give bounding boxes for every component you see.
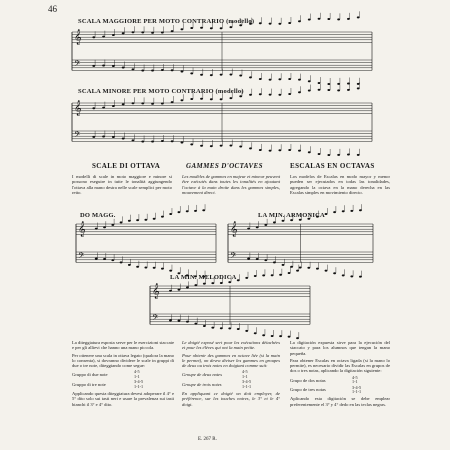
minor-system-lower-note [161, 140, 164, 142]
major-system-lower-note [210, 74, 213, 76]
spanish-g3-fingering: 3-4-5 1-1-1 [352, 384, 362, 394]
la-min-melodica-system-treble-clef-icon: 𝄞 [152, 284, 160, 299]
la-min-melodica-system-upper-note [186, 286, 189, 288]
la-min-armonica-system-lower-note [282, 264, 285, 266]
minor-system-upper-note [210, 98, 213, 100]
minor-system-lower-note [278, 149, 281, 151]
major-system-upper-note [327, 18, 330, 20]
la-min-melodica-system-lower-note [245, 330, 248, 332]
do-magg-system-lower-note [153, 267, 156, 269]
minor-system-upper-note [229, 97, 232, 99]
la-min-melodica-system-upper-note [279, 274, 282, 276]
heading-spanish: ESCALAS EN OCTAVAS [290, 162, 375, 170]
major-system-upper-note [220, 27, 223, 29]
label-la-min-armonica: LA MIN. ARMONICA [258, 212, 325, 219]
heading-italian: SCALE DI OTTAVA [92, 162, 161, 170]
la-min-melodica-system-lower-note [169, 319, 172, 321]
la-min-armonica-system-lower-note [350, 275, 353, 277]
minor-system-lower-note [220, 145, 223, 147]
italian-g2-label: Gruppo di due note [72, 372, 108, 378]
italian-g2-fingering: 4-5 1-1 [134, 369, 140, 379]
minor-system-upper-note [112, 105, 115, 107]
la-min-melodica-system-lower-note [211, 327, 214, 329]
la-min-armonica-system-lower-note [264, 259, 267, 261]
la-min-melodica-system-lower-note [178, 320, 181, 322]
major-system-lower-note [288, 78, 291, 80]
minor-system-lower-note [210, 145, 213, 147]
do-magg-system-upper-note [103, 226, 106, 228]
minor-system-lower-note [102, 136, 105, 138]
minor-system-upper-note [220, 98, 223, 100]
major-system-lower-note [122, 67, 125, 69]
minor-system-upper-note [347, 89, 350, 91]
plate-number: E. 267 R. [198, 437, 217, 442]
do-magg-system-lower-note [120, 261, 123, 263]
minor-system-upper-note [141, 102, 144, 104]
la-min-melodica-system-upper-note [194, 284, 197, 286]
minor-system-upper-note [190, 98, 193, 100]
do-magg-system-upper-note [169, 213, 172, 215]
spanish-p3: Aplicando esta digitación se debe emplear preferentemente el 3° y 4° dedo en las teclas negras. [290, 396, 390, 407]
intro-french: Les modèles de gammes en majeur et mineur peuvent être exécutés dans toutes les tonalités en ajoutant l'octave à la main droite dans les gammes simples, mouvement direct. [182, 174, 280, 195]
italian-group-three [72, 380, 174, 389]
minor-system-lower-note [112, 136, 115, 138]
italian-g3-label: Gruppo di tre note [72, 382, 106, 388]
la-min-melodica-system-lower-note [203, 325, 206, 327]
major-system-upper-note [357, 16, 360, 18]
minor-system-upper-note [151, 103, 154, 105]
major-system-lower-note [171, 69, 174, 71]
major-system-upper-note [278, 23, 281, 25]
major-system-lower-note [259, 78, 262, 80]
major-system-upper-note [337, 18, 340, 20]
italian-p2: Per ottenere una scala in ottava legato (qualora la mano lo consenta), si dovranno dividere le scale in gruppi di due o tre note, diteggiando come segue: [72, 352, 174, 369]
minor-system-lower-note [122, 138, 125, 140]
french-p2: Pour obtenir des gammes en octave liée (si la main le permet), on devra diviser les gammes en groupes de deux ou trois notes en doigtant comme suit: [182, 352, 280, 369]
spanish-g2-fingering: 4-5 1-1 [352, 374, 358, 385]
major-system-lower-note [181, 70, 184, 72]
major-system-lower-note [190, 72, 193, 74]
la-min-armonica-system-upper-note [325, 213, 328, 215]
minor-system-upper-note [278, 94, 281, 96]
french-p3: En appliquant ce doigté on doit employer, de préférence, sur les touches noires, le 3° et le 4° doigt. [182, 391, 280, 407]
do-magg-system-upper-note [153, 218, 156, 220]
la-min-armonica-system-lower-note [333, 272, 336, 274]
do-magg-system-upper-note [95, 228, 98, 230]
do-magg-system-treble-clef-icon: 𝄞 [78, 222, 86, 237]
major-system-lower-note [92, 65, 95, 67]
minor-system-lower-note [249, 147, 252, 149]
intro-italian: I modelli di scale in moto maggiore e minore si possono eseguire in tutte le tonalità aggiungendo l'ottava alla mano destra nelle scale semplici per moto retto. [72, 174, 172, 195]
minor-system-lower-note [92, 136, 95, 138]
major-system-lower-note [132, 68, 135, 70]
minor-system-upper-note [337, 89, 340, 91]
do-magg-system-upper-note [136, 219, 139, 221]
major-system-upper-note [132, 31, 135, 33]
la-min-armonica-system-upper-note [282, 220, 285, 222]
major-system-lower-note [327, 83, 330, 85]
la-min-melodica-system-upper-note [245, 277, 248, 279]
minor-system-upper-note [288, 93, 291, 95]
la-min-armonica-system-upper-note [247, 228, 250, 230]
do-magg-system-upper-note [194, 210, 197, 212]
spanish-p2: Para obtener Escalas en octava ligada (si la mano lo permite), es necesario dividir las Escalas en grupos de dos o tres notas, aplicando la digitación siguiente: [290, 357, 390, 374]
major-system-lower-note [357, 83, 360, 85]
minor-system-lower-note [239, 146, 242, 148]
la-min-armonica-system-upper-note [333, 211, 336, 213]
do-magg-system-lower-note [169, 270, 172, 272]
la-min-melodica-system-lower-note [194, 323, 197, 325]
major-system-lower-note [112, 65, 115, 67]
la-min-melodica-system-upper-note [288, 272, 291, 274]
la-min-melodica-system-lower-note [271, 335, 274, 337]
la-min-armonica-system-upper-note [273, 221, 276, 223]
minor-system-lower-note [200, 145, 203, 147]
minor-system-lower-note [141, 140, 144, 142]
minor-system-upper-note [132, 102, 135, 104]
la-min-armonica-system-upper-note [299, 219, 302, 221]
do-magg-system-lower-note [95, 258, 98, 260]
la-min-armonica-system-lower-note [307, 267, 310, 269]
major-system-lower-note [337, 83, 340, 85]
minor-system-lower-note [229, 145, 232, 147]
italian-g3-fingering: 3-4-5 1-1-1 [134, 379, 144, 389]
major-system-upper-note [141, 31, 144, 33]
intro-spanish: Los modelos de Escalas en modo mayor y menor pueden ser ejecutados en todas las tonalidades, agregando la octava en la mano derecha en las Escalas simples en movimiento directo. [290, 174, 390, 195]
la-min-armonica-system-lower-note [247, 258, 250, 260]
major-system-upper-note [181, 28, 184, 30]
minor-system-upper-note [239, 95, 242, 97]
major-system-lower-note [102, 65, 105, 67]
do-magg-system-upper-note [120, 221, 123, 223]
major-system-lower-note [308, 80, 311, 82]
minor-system-upper-note [122, 103, 125, 105]
do-magg-system-upper-note [161, 216, 164, 218]
minor-system-lower-note [171, 140, 174, 142]
french-g3-fingering: 3-4-5 1-1-1 [242, 379, 252, 389]
minor-system-upper-note [259, 93, 262, 95]
major-system-lower-note [347, 82, 350, 84]
title-major-contrary: SCALA MAGGIORE PER MOTO CONTRARIO (modello) [78, 18, 255, 25]
major-system-upper-note [161, 31, 164, 33]
minor-system-lower-note [288, 149, 291, 151]
major-system-lower-note [141, 69, 144, 71]
la-min-armonica-system-upper-note [342, 210, 345, 212]
minor-system-lower-note [308, 151, 311, 153]
major-system-upper-note [298, 20, 301, 22]
french-g2-fingering: 4-5 1-1 [242, 369, 248, 379]
la-min-armonica-system-upper-note [256, 226, 259, 228]
major-system-upper-note [308, 19, 311, 21]
la-min-melodica-system-upper-note [211, 282, 214, 284]
la-min-melodica-system-upper-note [220, 282, 223, 284]
major-system-lower-note [161, 69, 164, 71]
minor-system-lower-note [347, 153, 350, 155]
major-system-upper-note [210, 27, 213, 29]
la-min-armonica-system-lower-note [316, 268, 319, 270]
la-min-melodica-system-lower-note [279, 335, 282, 337]
french-g3-label: Groupe de trois notes [182, 382, 222, 388]
minor-system-upper-note [318, 89, 321, 91]
la-min-armonica-system-upper-note [290, 219, 293, 221]
minor-system-upper-note [102, 107, 105, 109]
do-magg-system-upper-note [128, 220, 131, 222]
column-spanish [290, 340, 390, 407]
la-min-armonica-system-lower-note [256, 258, 259, 260]
major-system-upper-note [190, 27, 193, 29]
la-min-melodica-system-upper-note [203, 283, 206, 285]
major-system-lower-note [298, 79, 301, 81]
major-system-upper-note [288, 22, 291, 24]
major-system-upper-note [318, 18, 321, 20]
spanish-g2-label: Grupo de dos notas [290, 377, 326, 383]
column-italian [72, 340, 174, 407]
minor-system-treble-clef-icon: 𝄞 [74, 101, 82, 116]
french-group-three [182, 380, 280, 389]
major-system-upper-note [112, 34, 115, 36]
la-min-melodica-system-lower-note [296, 337, 299, 339]
la-min-melodica-system-lower-note [186, 321, 189, 323]
label-do-magg: DO MAGG. [80, 212, 116, 219]
minor-system-lower-note [318, 153, 321, 155]
la-min-armonica-system-lower-note [273, 261, 276, 263]
minor-system-upper-note [249, 94, 252, 96]
la-min-melodica-system-upper-note [271, 274, 274, 276]
major-system-upper-note [200, 27, 203, 29]
la-min-armonica-system-lower-note [325, 270, 328, 272]
la-min-armonica-system-lower-note [359, 276, 362, 278]
italian-p3: Applicando questa diteggiatura devesi adoperare il 4° e 5° dito solo sui tasti neri e usare la prevalenza sui tasti bianchi il 3° e 4° dito. [72, 391, 174, 407]
minor-system-lower-note [337, 154, 340, 156]
minor-system-lower-note [190, 143, 193, 145]
major-system-lower-note [200, 74, 203, 76]
do-magg-system-upper-note [202, 209, 205, 211]
major-system-lower-note [220, 74, 223, 76]
major-system-upper-note [92, 36, 95, 38]
minor-system-upper-note [171, 101, 174, 103]
la-min-melodica-system-lower-note [254, 332, 257, 334]
major-system-lower-note [151, 69, 154, 71]
minor-system-upper-note [357, 87, 360, 89]
french-p1: Le doigté exposé sert pour les exécutions détachées et pour les élèves qui ont la main petite. [182, 340, 280, 351]
do-magg-system-upper-note [186, 210, 189, 212]
la-min-melodica-system-upper-note [296, 270, 299, 272]
la-min-armonica-system-lower-note [299, 266, 302, 268]
major-system-upper-note [347, 18, 350, 20]
major-system-lower-note [318, 82, 321, 84]
minor-system-upper-note [269, 94, 272, 96]
minor-system-upper-note [298, 91, 301, 93]
major-system-upper-note [229, 26, 232, 28]
do-magg-system-lower-note [161, 268, 164, 270]
la-min-melodica-system-upper-note [178, 289, 181, 291]
la-min-melodica-system-bass-clef-icon: 𝄢 [152, 314, 159, 325]
la-min-melodica-system-lower-note [228, 327, 231, 329]
do-magg-system-lower-note [128, 264, 131, 266]
major-system-upper-note [171, 30, 174, 32]
minor-system-lower-note [298, 150, 301, 152]
minor-system-upper-note [181, 99, 184, 101]
la-min-melodica-system-lower-note [220, 327, 223, 329]
do-magg-system-upper-note [111, 224, 114, 226]
italian-p1: La diteggiatura esposta serve per le esercizioni staccate e per gli allievi che hanno una mano piccola. [72, 340, 174, 351]
major-system-upper-note [122, 32, 125, 34]
la-min-armonica-system-upper-note [264, 224, 267, 226]
la-min-armonica-system-treble-clef-icon: 𝄞 [230, 222, 238, 237]
spanish-p1: La digitación expuesta sirve para la ejecución del staccato y para los alumnos que tengan la mano pequeña. [290, 340, 390, 356]
do-magg-system-upper-note [144, 219, 147, 221]
minor-system-upper-note [308, 90, 311, 92]
title-minor-contrary: SCALA MINORE PER MOTO CONTRARIO (modello) [78, 88, 244, 95]
major-system-lower-note [249, 76, 252, 78]
spanish-group-two [290, 376, 390, 385]
do-magg-system-bass-clef-icon: 𝄢 [78, 252, 85, 263]
italian-group-two [72, 370, 174, 379]
major-system-lower-note [269, 79, 272, 81]
major-system-lower-note [239, 75, 242, 77]
major-system-bass-clef-icon: 𝄢 [74, 60, 81, 71]
minor-system-lower-note [181, 141, 184, 143]
la-min-armonica-system-lower-note [342, 274, 345, 276]
minor-system-upper-note [92, 107, 95, 109]
french-g2-label: Groupe de deux notes [182, 372, 223, 378]
minor-system-lower-note [357, 154, 360, 156]
la-min-armonica-system-lower-note [290, 266, 293, 268]
la-min-melodica-system-upper-note [237, 279, 240, 281]
do-magg-system-upper-note [178, 211, 181, 213]
la-min-melodica-system-lower-note [262, 334, 265, 336]
minor-system-upper-note [327, 89, 330, 91]
la-min-melodica-system-upper-note [169, 290, 172, 292]
la-min-armonica-system-upper-note [350, 210, 353, 212]
heading-french: GAMMES D'OCTAVES [186, 162, 263, 170]
la-min-melodica-system-upper-note [228, 281, 231, 283]
minor-system-upper-note [200, 98, 203, 100]
la-min-melodica-system-upper-note [254, 275, 257, 277]
do-magg-system-lower-note [103, 258, 106, 260]
la-min-melodica-system-lower-note [237, 328, 240, 330]
la-min-melodica-system-lower-note [288, 336, 291, 338]
label-la-min-melodica: LA MIN. MELODICA [170, 274, 237, 281]
major-system-upper-note [151, 32, 154, 34]
minor-system-lower-note [132, 139, 135, 141]
major-system-upper-note [269, 23, 272, 25]
do-magg-system-lower-note [136, 266, 139, 268]
minor-system-lower-note [269, 150, 272, 152]
major-system-upper-note [259, 22, 262, 24]
minor-system-lower-note [259, 149, 262, 151]
la-min-armonica-system-upper-note [359, 209, 362, 211]
minor-system-lower-note [151, 140, 154, 142]
column-french [182, 340, 280, 407]
major-system-upper-note [102, 36, 105, 38]
la-min-melodica-system-upper-note [262, 274, 265, 276]
major-system-treble-clef-icon: 𝄞 [74, 30, 82, 45]
do-magg-system-lower-note [111, 259, 114, 261]
spanish-g3-label: Grupo de tres notas [290, 387, 326, 393]
page-number: 46 [48, 4, 57, 14]
minor-system-upper-note [161, 102, 164, 104]
minor-system-lower-note [327, 154, 330, 156]
major-system-lower-note [229, 74, 232, 76]
do-magg-system-lower-note [144, 266, 147, 268]
french-group-two [182, 370, 280, 379]
la-min-armonica-system-bass-clef-icon: 𝄢 [230, 252, 237, 263]
spanish-group-three [290, 386, 390, 395]
minor-system-bass-clef-icon: 𝄢 [74, 131, 81, 142]
major-system-lower-note [278, 78, 281, 80]
